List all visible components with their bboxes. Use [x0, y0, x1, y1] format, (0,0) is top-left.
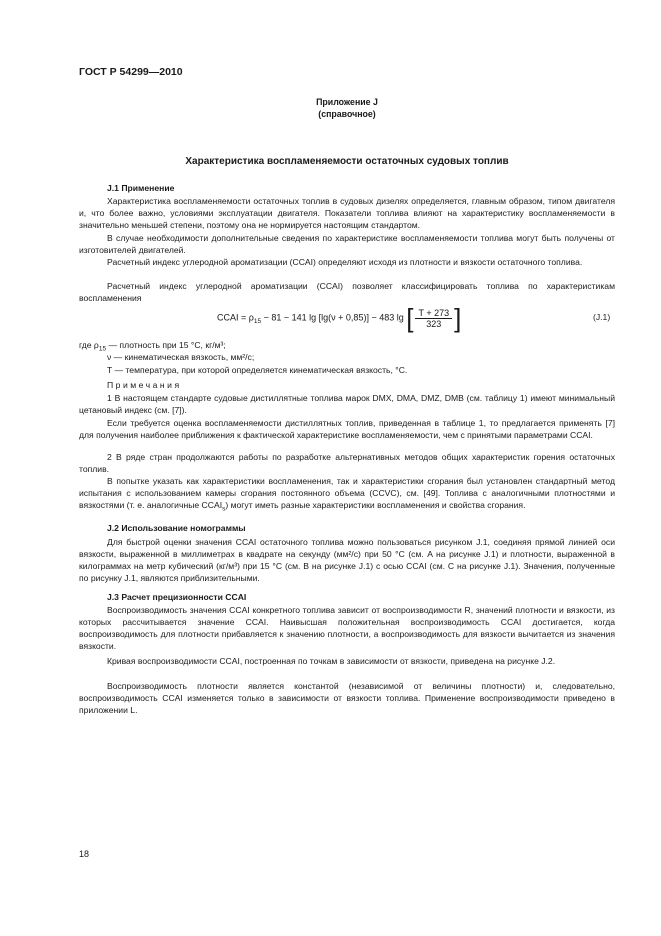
formula-numerator: T + 273 — [415, 308, 452, 319]
note-2: 2 В ряде стран продолжаются работы по разработке альтернативных методов общих характеристик горения остаточных топлив. — [79, 452, 615, 474]
note-2-continued-rest: ) могут иметь разные характеристики воспламенения и свойства сгорания. — [225, 499, 526, 510]
page-number: 18 — [79, 849, 90, 859]
where-prefix-subscript: 15 — [98, 345, 107, 353]
formula-fraction — [415, 308, 452, 329]
formula-bracket-left: [ — [406, 303, 414, 333]
section-j3-paragraph-1: Воспроизводимость значения CCAI конкретного топлива зависит от воспроизводимости R, значений плотности и вязкости, из которых рассчитывается значение CCAI. Наивысшая положительная воспроизводимость CCAI достигается, когда воспроизводимость для плотности прибавляется к значению плотности, а воспроизводимость для вязкости вычитается из значения вязкости. — [79, 605, 615, 651]
where-density: — плотность при 15 °С, кг/м³; — [106, 340, 226, 350]
page-title: Характеристика воспламеняемости остаточных судовых топлив — [185, 156, 509, 167]
formula-bracket-right: ] — [454, 303, 462, 333]
note-2-continued — [79, 476, 615, 515]
section-j3-paragraph-2: Кривая воспроизводимости CCAI, построенная по точкам в зависимости от вязкости, приведена на рисунке J.2. — [107, 656, 556, 666]
section-j3-heading: J.3 Расчет прецизионности CCAI — [107, 592, 247, 602]
section-j1-paragraph-3: Расчетный индекс углеродной ароматизации (CCAI) определяют исходя из плотности и вязкости остаточного топлива. — [107, 257, 583, 267]
section-j2-heading: J.2 Использование номограммы — [107, 523, 246, 533]
section-j1-paragraph-1: Характеристика воспламеняемости остаточных топлив в судовых дизелях определяется, главным образом, типом двигателя и, что более важно, условиями эксплуатации двигателя. Показатели топлива влияют на характеристику воспламеняемости в значительно меньшей степени, поэтому она не нормируется настоящим стандартом. — [79, 196, 615, 230]
where-line-2: ν — кинематическая вязкость, мм²/с; — [107, 352, 255, 362]
note-1: 1 В настоящем стандарте судовые дистиллятные топлива марок DMX, DMA, DMZ, DMB (см. таблицу 1) имеют минимальный цетановый индекс (см. [7]). — [79, 393, 615, 415]
section-j2-paragraph-1: Для быстрой оценки значения CCAI остаточного топлива можно пользоваться рисунком J.1, соединяя прямой линией оси вязкости, выраженной в миллиметрах в квадрате на секунду (мм²/с) при 50 °С (см. A на рисунке J.1) и плотности, выраженной в килограммах на метр кубический (кг/м³) при 15 °С (см. B на рисунке J.1) с осью CCAI (см. C на рисунке J.1). Значения, полученные по рисунку J.1, являются приблизительными. — [79, 537, 615, 583]
note-2-continued-text: В попытке указать как характеристики воспламенения, так и характеристики сгорания был установлен стандартный метод испытания с использованием камеры сгорания постоянного объема (CCVC), см. [49]. Топлива с аналогичными плотностями и вязкостями (т. е. аналогичные CCAI — [79, 476, 615, 510]
where-line-3: T — температура, при которой определяется кинематическая вязкость, °С. — [107, 365, 408, 375]
section-j3-paragraph-3: Воспроизводимость плотности является константой (независимой от величины плотности) и, следовательно, воспроизводимость CCAI изменяется только в зависимости от вязкости топлива. Применение воспроизводимости приведено в приложении L. — [79, 681, 615, 715]
where-prefix: где ρ — [79, 340, 99, 350]
section-j1-heading: J.1 Применение — [107, 183, 175, 193]
formula-j1 — [217, 305, 461, 331]
notes-title: Примечания — [107, 380, 182, 390]
section-j1-paragraph-2: В случае необходимости дополнительные сведения по характеристике воспламеняемости топлива могут быть получены от изготовителей двигателей. — [79, 233, 615, 255]
formula-lhs: CCAI = ρ — [217, 312, 254, 323]
formula-body: − 81 − 141 lg [lg(ν + 0,85)] − 483 lg — [261, 312, 404, 323]
note-1-continued: Если требуется оценка воспламеняемости дистиллятных топлив, приведенная в таблице 1, то предлагается применять [7] для получения наиболее приближения к фактической характеристике воспламеняемости, чем с принятыми параметрами CCAI. — [79, 418, 615, 440]
formula-tag: (J.1) — [593, 312, 611, 322]
formula-denominator: 323 — [426, 318, 442, 329]
note-2-ccai-subscript: s — [222, 505, 226, 513]
section-j1-paragraph-4: Расчетный индекс углеродной ароматизации (CCAI) позволяет классифицировать топлива по характеристикам воспламенения — [79, 281, 615, 303]
appendix-note: (справочное) — [318, 109, 376, 119]
formula-lhs-subscript: 15 — [253, 318, 262, 326]
appendix-title: Приложение J — [316, 97, 378, 107]
standard-header: ГОСТ Р 54299—2010 — [79, 66, 183, 78]
